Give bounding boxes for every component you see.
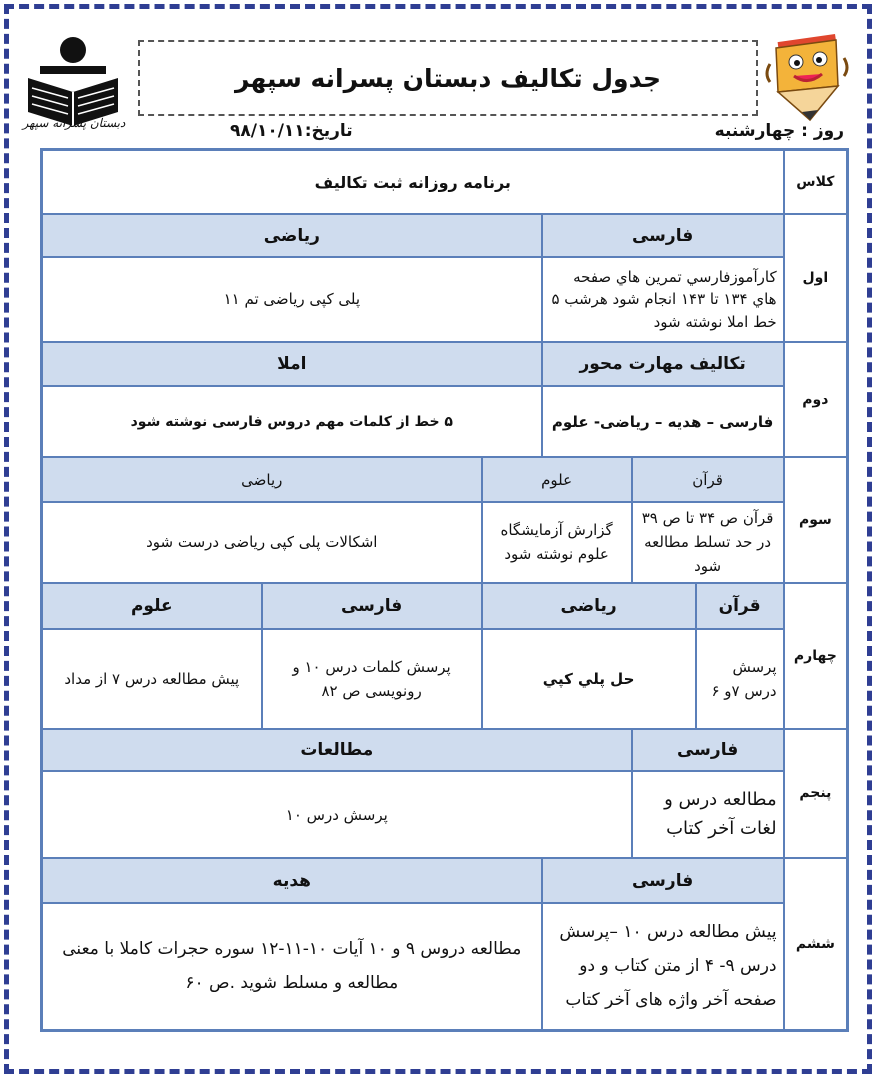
subject-header: فارسی: [632, 729, 784, 772]
subject-header: قرآن: [696, 583, 784, 630]
homework-cell: کارآموزفارسي تمرين هاي صفحه هاي ۱۳۴ تا ۱۴۳ انجام شود هرشب ۵ خط املا نوشته شود: [542, 257, 784, 342]
row-label-second: دوم: [784, 342, 848, 457]
homework-cell: پلی کپی ریاضی تم ۱۱: [42, 257, 542, 342]
row-label-fourth: چهارم: [784, 583, 848, 729]
subject-header: علوم: [482, 457, 632, 502]
program-column-header: برنامه روزانه ثبت تکالیف: [42, 150, 784, 215]
table-row: [42, 629, 848, 728]
homework-cell: حل پلي كپي: [482, 629, 696, 728]
homework-cell: پرسش درس ۷و ۶: [696, 629, 784, 728]
table-header-row: [42, 150, 848, 215]
homework-cell: پیش مطالعه درس ۷ از مداد: [42, 629, 262, 728]
subject-header: مطالعات: [42, 729, 632, 772]
homework-cell: مطالعه دروس ۹ و ۱۰ آیات ۱۰-۱۱-۱۲ سوره حجرات کاملا با معنی مطالعه و مسلط شوید .ص ۶۰: [42, 903, 542, 1031]
homework-cell: فارسی – هدیه – ریاضی- علوم: [542, 386, 784, 457]
row-label-first: اول: [784, 214, 848, 342]
homework-cell: پرسش کلمات درس ۱۰ و رونویسی ص ۸۲: [262, 629, 482, 728]
logo-caption: دبستان پسرانه سپهر: [22, 116, 126, 130]
subject-header: ریاضی: [42, 214, 542, 257]
pencil-mascot-icon: [764, 24, 850, 124]
table-row: [42, 386, 848, 457]
homework-table: [40, 148, 849, 1032]
homework-cell: گزارش آزمایشگاه علوم نوشته شود: [482, 502, 632, 583]
homework-cell: قرآن ص ۳۴ تا ص ۳۹ در حد تسلط مطالعه شود: [632, 502, 784, 583]
table-row: [42, 257, 848, 342]
homework-cell: ۵ خط از کلمات مهم دروس فارسی نوشته شود: [42, 386, 542, 457]
day-label: روز : چهارشنبه: [714, 121, 844, 141]
table-row: [42, 502, 848, 583]
row-label-sixth: ششم: [784, 858, 848, 1030]
table-row: [42, 457, 848, 502]
subject-header: ریاضی: [42, 457, 482, 502]
subject-header: هدیه: [42, 858, 542, 903]
homework-cell: اشکالات پلی کپی ریاضی درست شود: [42, 502, 482, 583]
subject-header: علوم: [42, 583, 262, 630]
table-row: [42, 214, 848, 257]
subject-header: قرآن: [632, 457, 784, 502]
homework-cell: پرسش درس ۱۰: [42, 771, 632, 858]
table-row: [42, 729, 848, 772]
table-row: [42, 903, 848, 1031]
subject-header: فارسی: [542, 858, 784, 903]
table-row: [42, 771, 848, 858]
table-row: [42, 583, 848, 630]
date-label: تاریخ:۹۸/۱۰/۱۱: [230, 121, 353, 141]
subject-header: تکالیف مهارت محور: [542, 342, 784, 387]
subject-header: املا: [42, 342, 542, 387]
subject-header: فارسی: [542, 214, 784, 257]
row-label-fifth: پنجم: [784, 729, 848, 859]
homework-cell: مطالعه درس و لغات آخر کتاب: [632, 771, 784, 858]
page-title: جدول تکالیف دبستان پسرانه سپهر: [138, 40, 758, 116]
homework-cell: پیش مطالعه درس ۱۰ –پرسش درس ۹- ۴ از متن کتاب و دو صفحه آخر واژه های آخر کتاب: [542, 903, 784, 1031]
row-label-third: سوم: [784, 457, 848, 583]
table-row: [42, 342, 848, 387]
subject-header: فارسی: [262, 583, 482, 630]
class-column-header: کلاس: [784, 150, 848, 215]
subject-header: ریاضی: [482, 583, 696, 630]
table-row: [42, 858, 848, 903]
